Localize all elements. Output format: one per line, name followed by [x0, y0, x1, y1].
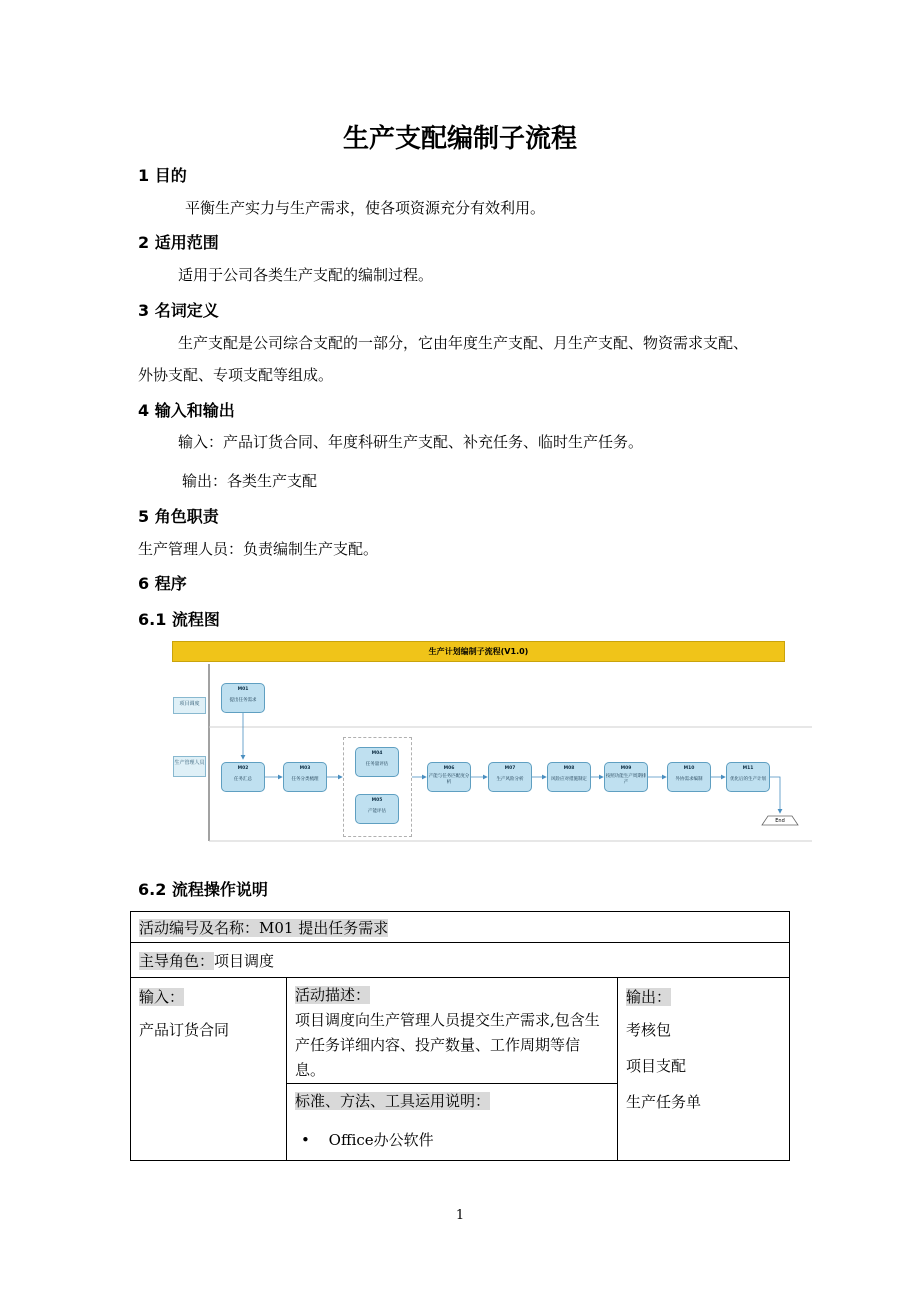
- page-title: 生产支配编制子流程: [342, 124, 577, 154]
- activity-text: 活动编号及名称：M01 提出任务需求: [139, 918, 389, 937]
- node-id: M11: [742, 766, 754, 771]
- node-id: M08: [563, 766, 575, 771]
- section-6-heading: 6 程序: [138, 574, 187, 593]
- standards-cell: [287, 1084, 618, 1161]
- node-id: M10: [683, 766, 695, 771]
- node-label: 产能与任务匹配度分析: [428, 774, 470, 785]
- output-label: 输出：: [626, 988, 672, 1006]
- role-label: 主导角色：: [139, 951, 215, 970]
- node-id: M06: [443, 766, 455, 771]
- node-id: M02: [237, 766, 249, 771]
- standards-item: [295, 1129, 609, 1150]
- node-m10: [667, 762, 711, 792]
- description-label: 活动描述：: [295, 986, 371, 1004]
- section-2-text: 适用于公司各类生产支配的编制过程。: [178, 266, 434, 284]
- bullet-icon: •: [301, 1131, 310, 1149]
- description-cell: [287, 978, 618, 1084]
- node-m04: [355, 747, 399, 777]
- node-m05: [355, 794, 399, 824]
- node-label: 任务汇总: [234, 777, 252, 782]
- section-5-heading: 5 角色职责: [138, 507, 219, 526]
- activity-cell: [131, 912, 790, 943]
- node-label: 任务分类梳理: [291, 777, 319, 782]
- node-id: M09: [620, 766, 632, 771]
- role-value: 项目调度: [214, 951, 275, 970]
- description-line-2: 产任务详细内容、投产数量、工作周期等信息。: [295, 1036, 581, 1079]
- output-cell: [618, 978, 790, 1161]
- input-label: 输入：: [139, 988, 185, 1006]
- lane-label-project-dispatch: 项目调度: [173, 697, 206, 714]
- section-4-output: 输出：各类生产支配: [182, 472, 318, 490]
- node-m03: [283, 762, 327, 792]
- output-item: 考核包: [626, 1021, 672, 1039]
- node-label: 提出任务需求: [229, 698, 257, 703]
- input-value: 产品订货合同: [139, 1021, 230, 1039]
- section-6-2-heading: 6.2 流程操作说明: [138, 880, 268, 899]
- flowchart: [172, 641, 812, 846]
- node-id: M03: [299, 766, 311, 771]
- description-line-1: 项目调度向生产管理人员提交生产需求,包含生: [295, 1011, 600, 1029]
- section-2-heading: 2 适用范围: [138, 233, 219, 252]
- node-label: 优化后的生产计划: [730, 777, 766, 782]
- node-m11: [726, 762, 770, 792]
- section-3-heading: 3 名词定义: [138, 301, 219, 320]
- node-label: 生产风险分析: [496, 777, 524, 782]
- node-label: 任务量评估: [365, 762, 389, 767]
- node-label: 产能评估: [368, 809, 386, 814]
- node-label: 外协需求编制: [675, 777, 703, 782]
- section-1-heading: 1 目的: [138, 166, 187, 185]
- section-5-text: 生产管理人员：负责编制生产支配。: [138, 540, 379, 558]
- node-m06: [427, 762, 471, 792]
- node-id: M05: [371, 798, 383, 803]
- flowchart-title: 生产计划编制子流程(V1.0): [172, 641, 785, 662]
- node-label: 按照功能生产周期排产: [605, 774, 647, 785]
- node-m01: [221, 683, 265, 713]
- section-3-line-1: 生产支配是公司综合支配的一部分，它由年度生产支配、月生产支配、物资需求支配、: [178, 334, 749, 352]
- flowchart-lines: [172, 641, 812, 846]
- lane-label-production-manager: 生产管理人员: [173, 756, 206, 777]
- section-6-1-heading: 6.1 流程图: [138, 610, 220, 629]
- standards-label: 标准、方法、工具运用说明：: [295, 1092, 491, 1110]
- section-1-text: 平衡生产实力与生产需求，使各项资源充分有效利用。: [185, 199, 546, 217]
- node-id: M01: [237, 687, 249, 692]
- node-m09: [604, 762, 648, 792]
- input-cell: [131, 978, 287, 1161]
- page-number: 1: [455, 1208, 465, 1223]
- section-3-line-2: 外协支配、专项支配等组成。: [138, 366, 334, 384]
- section-4-input: 输入：产品订货合同、年度科研生产支配、补充任务、临时生产任务。: [178, 433, 644, 451]
- node-m07: [488, 762, 532, 792]
- section-4-heading: 4 输入和输出: [138, 401, 235, 420]
- output-item: 项目支配: [626, 1057, 687, 1075]
- standards-item-text: Office办公软件: [328, 1131, 434, 1149]
- node-id: M04: [371, 751, 383, 756]
- output-item: 生产任务单: [626, 1093, 702, 1111]
- end-label: End: [775, 818, 785, 824]
- node-m08: [547, 762, 591, 792]
- role-cell: [131, 943, 790, 978]
- arrow-m11-end: [769, 777, 780, 813]
- operation-table: [130, 911, 790, 1161]
- node-id: M07: [504, 766, 516, 771]
- node-label: 风险应对措施制定: [551, 777, 587, 782]
- node-m02: [221, 762, 265, 792]
